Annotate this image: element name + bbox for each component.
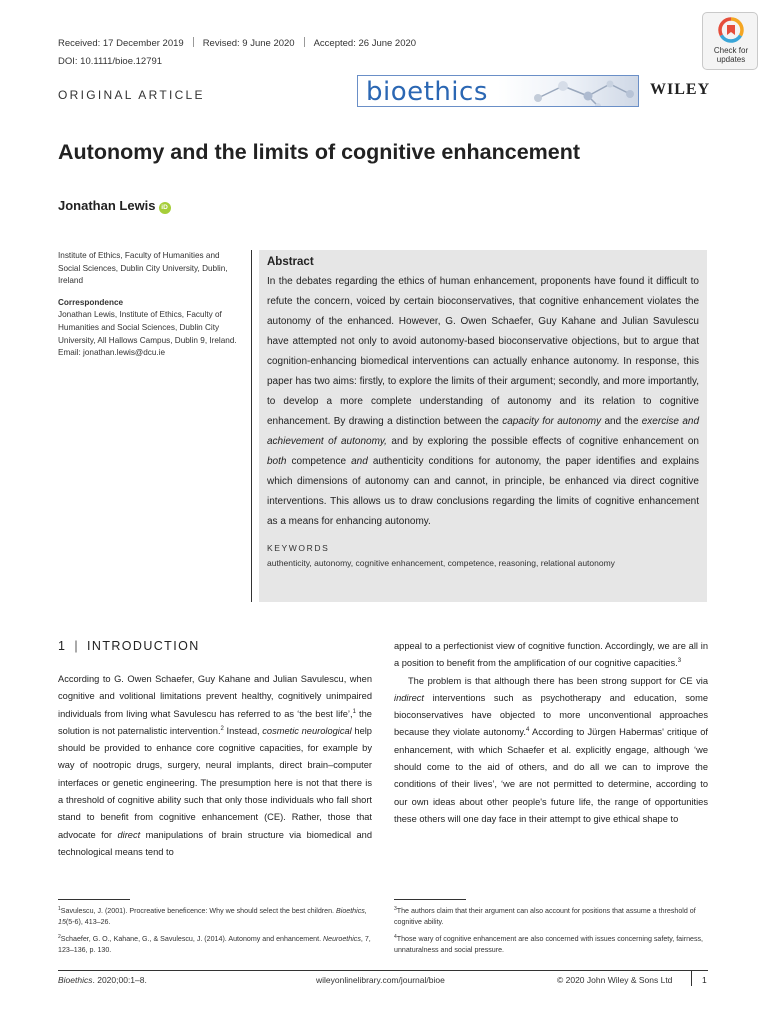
keywords-heading: KEYWORDS — [267, 543, 330, 553]
received-date: Received: 17 December 2019 — [58, 38, 184, 49]
page-number: 1 — [702, 975, 707, 985]
paragraph: The problem is that although there has been strong support for CE via indirect interventions such as psychotherapy and education, some bioconservatives have objected to more unconventional approaches because they violate autonomy.$^4$ According to Jürgen Habermas' critique of enhancement, with which Schaefer et al. explicitly engage, although ‘we should come to the aid of others, and do all we can to improve the conditions of their lives’, ‘we are not permitted to determine, according to our own ideas about other people's future life, the range of opportunities these others will one day face in their attempt to give ethical shape to — [394, 675, 708, 824]
date-separator — [304, 37, 305, 47]
footnote-ref-4[interactable]: 4 — [525, 727, 530, 734]
sidebar-divider — [251, 250, 252, 602]
doi-link[interactable]: DOI: 10.1111/bioe.12791 — [58, 56, 163, 67]
footer-citation: Bioethics. 2020;00:1–8. — [58, 975, 147, 985]
publisher-logo: WILEY — [650, 81, 711, 98]
correspondence-text: Jonathan Lewis, Institute of Ethics, Faculty of Humanities and Social Sciences, Dublin City University, All Hallows Campus, Dublin 9, Ireland. — [58, 310, 237, 345]
author-line — [58, 198, 171, 214]
footnote-ref-3[interactable]: 3 — [677, 658, 682, 665]
correspondence-email[interactable]: Email: jonathan.lewis@dcu.ie — [58, 348, 166, 358]
article-type: ORIGINAL ARTICLE — [58, 88, 205, 102]
crossmark-icon — [718, 17, 744, 43]
footer-rule — [58, 970, 708, 971]
footer-copyright: © 2020 John Wiley & Sons Ltd — [557, 975, 673, 985]
keywords-list: authenticity, autonomy, cognitive enhancement, competence, reasoning, relational autonomy — [267, 558, 615, 568]
article-dates — [58, 37, 416, 49]
correspondence-heading: Correspondence — [58, 297, 124, 307]
section-heading-introduction: 1 | INTRODUCTION — [58, 639, 200, 653]
check-for-updates-button[interactable] — [702, 12, 758, 70]
abstract-heading: Abstract — [267, 256, 314, 268]
check-for-updates-label: Check for updates — [713, 46, 749, 64]
affiliation: Institute of Ethics, Faculty of Humanities and Social Sciences, Dublin City University, Dublin, Ireland — [58, 251, 228, 286]
revised-date: Revised: 9 June 2020 — [202, 38, 295, 49]
footer-divider — [691, 970, 692, 986]
abstract-box — [259, 250, 707, 602]
footnote-rule — [394, 899, 466, 900]
orcid-icon[interactable]: iD — [159, 202, 171, 214]
footnote-ref-1[interactable]: 1 — [352, 708, 356, 715]
footnote-ref-2[interactable]: 2 — [220, 725, 224, 732]
footnote-3: $^3$The authors claim that their argument can also account for positions that assume a threshold of cognitive ability. — [394, 906, 696, 927]
footer-url[interactable]: wileyonlinelibrary.com/journal/bioe — [316, 975, 445, 985]
body-column-right: appeal to a perfectionist view of cognitive function. Accordingly, we are all in a position to benefit from the amplification of our cognitive capacities.$^3$ The problem is that although there has been strong support for CE via indirect interventions such as psychotherapy and education, some bioconservatives have objected to more unconventional approaches because they violate autonomy.$^4$ According to Jürgen Habermas' critique of enhancement, with which Schaefer et al. explicitly engage, although ‘we should come to the aid of others, and do all we can to improve the conditions of their lives’, ‘we are not permitted to determine, according to our own ideas about other people's future life, the range of opportunities these others will one day face in their attempt to give ethical shape to — [394, 638, 708, 828]
author-name[interactable]: Jonathan Lewis — [58, 198, 156, 213]
article-title: Autonomy and the limits of cognitive enhancement — [58, 140, 581, 164]
footnote-rule — [58, 899, 130, 900]
date-separator — [193, 37, 194, 47]
body-column-left: According to G. Owen Schaefer, Guy Kahane and Julian Savulescu, when cognitive and volitional limitations prevent healthy, cognitively unimpaired individuals from living what Savulescu has referred to as ‘the best life’,$^1$ the solution is not paternalistic intervention.$^2$ Instead, cosmetic neurological help should be provided to enhance core cognitive capacities, for example by way of nootropic drugs, surgery, neural implants, direct brain–computer interfaces or genetic engineering. The presumption here is not that there is a threshold of cognitive ability such that only those individuals who fall short stand to benefit from cognitive enhancement (CE). Rather, those that advocate for direct manipulations of brain structure via biomedical and technological means tend to — [58, 674, 372, 857]
molecule-graphic — [518, 76, 638, 107]
footnote-2: $^2$Schaefer, G. O., Kahane, G., & Savulescu, J. (2014). Autonomy and enhancement. Neuroethics, 7, 123–136, p. 130. — [58, 934, 371, 955]
journal-banner — [357, 75, 639, 107]
journal-name: bioethics — [366, 77, 488, 107]
affiliation-sidebar — [58, 250, 242, 360]
abstract-text: In the debates regarding the ethics of human enhancement, proponents have found it difficult to refute the concern, voiced by certain bioconservatives, that cognitive enhancement violates the autonomy of the enhanced. However, G. Owen Schaefer, Guy Kahane and Julian Savulescu have attempted not only to avoid autonomy-based bioconservative objections, but to argue that cognition-enhancing biomedical interventions can actually enhance autonomy. In response, this paper has two aims: firstly, to explore the limits of their argument; secondly, and more importantly, to develop a more complete understanding of autonomy and its relation to cognitive enhancement. By drawing a distinction between the capacity for autonomy and the exercise and achievement of autonomy, and by exploring the possible effects of cognitive enhancement on both competence and authenticity conditions for autonomy, the paper identifies and explains which dimensions of autonomy can and cannot, in principle, be enhanced via direct cognitive interventions. This allows us to draw conclusions regarding the limits of cognitive enhancement as a means for enhancing autonomy. — [267, 276, 700, 527]
footnote-1: $^1$Savulescu, J. (2001). Procreative beneficence: Why we should select the best children. Bioethics, 15(5-6), 413–26. — [58, 906, 367, 927]
accepted-date: Accepted: 26 June 2020 — [313, 38, 417, 49]
footnote-4: $^4$Those wary of cognitive enhancement are also concerned with issues concerning safety, fairness, unnaturalness and social pressure. — [394, 934, 704, 955]
